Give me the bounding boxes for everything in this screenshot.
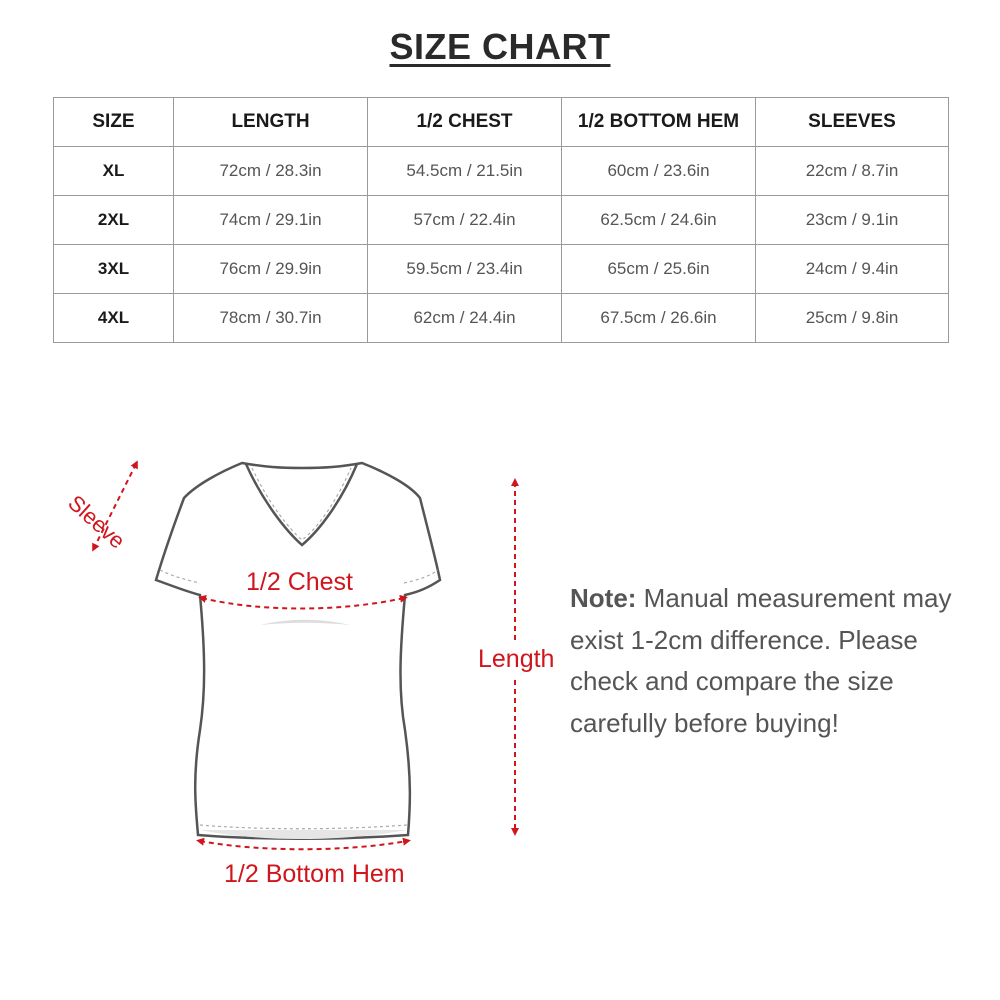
cell-size: 4XL: [54, 294, 174, 343]
header-size: SIZE: [54, 98, 174, 147]
cell-sleeves: 23cm / 9.1in: [756, 196, 949, 245]
header-bottom-hem: 1/2 BOTTOM HEM: [562, 98, 756, 147]
cell-chest: 62cm / 24.4in: [368, 294, 562, 343]
cell-length: 74cm / 29.1in: [174, 196, 368, 245]
note-body: Manual measurement may exist 1-2cm difference. Please check and compare the size carefully before buying!: [570, 583, 952, 738]
cell-bottom-hem: 62.5cm / 24.6in: [562, 196, 756, 245]
sleeve-label: Sleeve: [63, 490, 130, 554]
cell-length: 78cm / 30.7in: [174, 294, 368, 343]
cell-chest: 54.5cm / 21.5in: [368, 147, 562, 196]
header-length: LENGTH: [174, 98, 368, 147]
header-sleeves: SLEEVES: [756, 98, 949, 147]
cell-bottom-hem: 67.5cm / 26.6in: [562, 294, 756, 343]
table-header-row: [54, 98, 949, 147]
cell-size: XL: [54, 147, 174, 196]
cell-bottom-hem: 65cm / 25.6in: [562, 245, 756, 294]
length-label: Length: [478, 643, 554, 676]
note-label: Note:: [570, 583, 637, 613]
measurement-diagram: [0, 430, 600, 900]
cell-size: 2XL: [54, 196, 174, 245]
table-row: [54, 245, 949, 294]
cell-length: 76cm / 29.9in: [174, 245, 368, 294]
cell-sleeves: 24cm / 9.4in: [756, 245, 949, 294]
hem-measure-line: [200, 841, 407, 849]
size-table: [53, 97, 949, 343]
bottom-hem-label: 1/2 Bottom Hem: [224, 860, 405, 888]
cell-bottom-hem: 60cm / 23.6in: [562, 147, 756, 196]
cell-size: 3XL: [54, 245, 174, 294]
table-row: [54, 196, 949, 245]
table-row: [54, 294, 949, 343]
chest-label: 1/2 Chest: [246, 568, 354, 596]
cell-chest: 57cm / 22.4in: [368, 196, 562, 245]
cell-chest: 59.5cm / 23.4in: [368, 245, 562, 294]
table-row: [54, 147, 949, 196]
header-chest: 1/2 CHEST: [368, 98, 562, 147]
size-chart-title: SIZE CHART: [389, 26, 611, 67]
tshirt-outline: [156, 463, 440, 839]
cell-sleeves: 25cm / 9.8in: [756, 294, 949, 343]
note-text: [570, 578, 970, 744]
cell-length: 72cm / 28.3in: [174, 147, 368, 196]
cell-sleeves: 22cm / 8.7in: [756, 147, 949, 196]
